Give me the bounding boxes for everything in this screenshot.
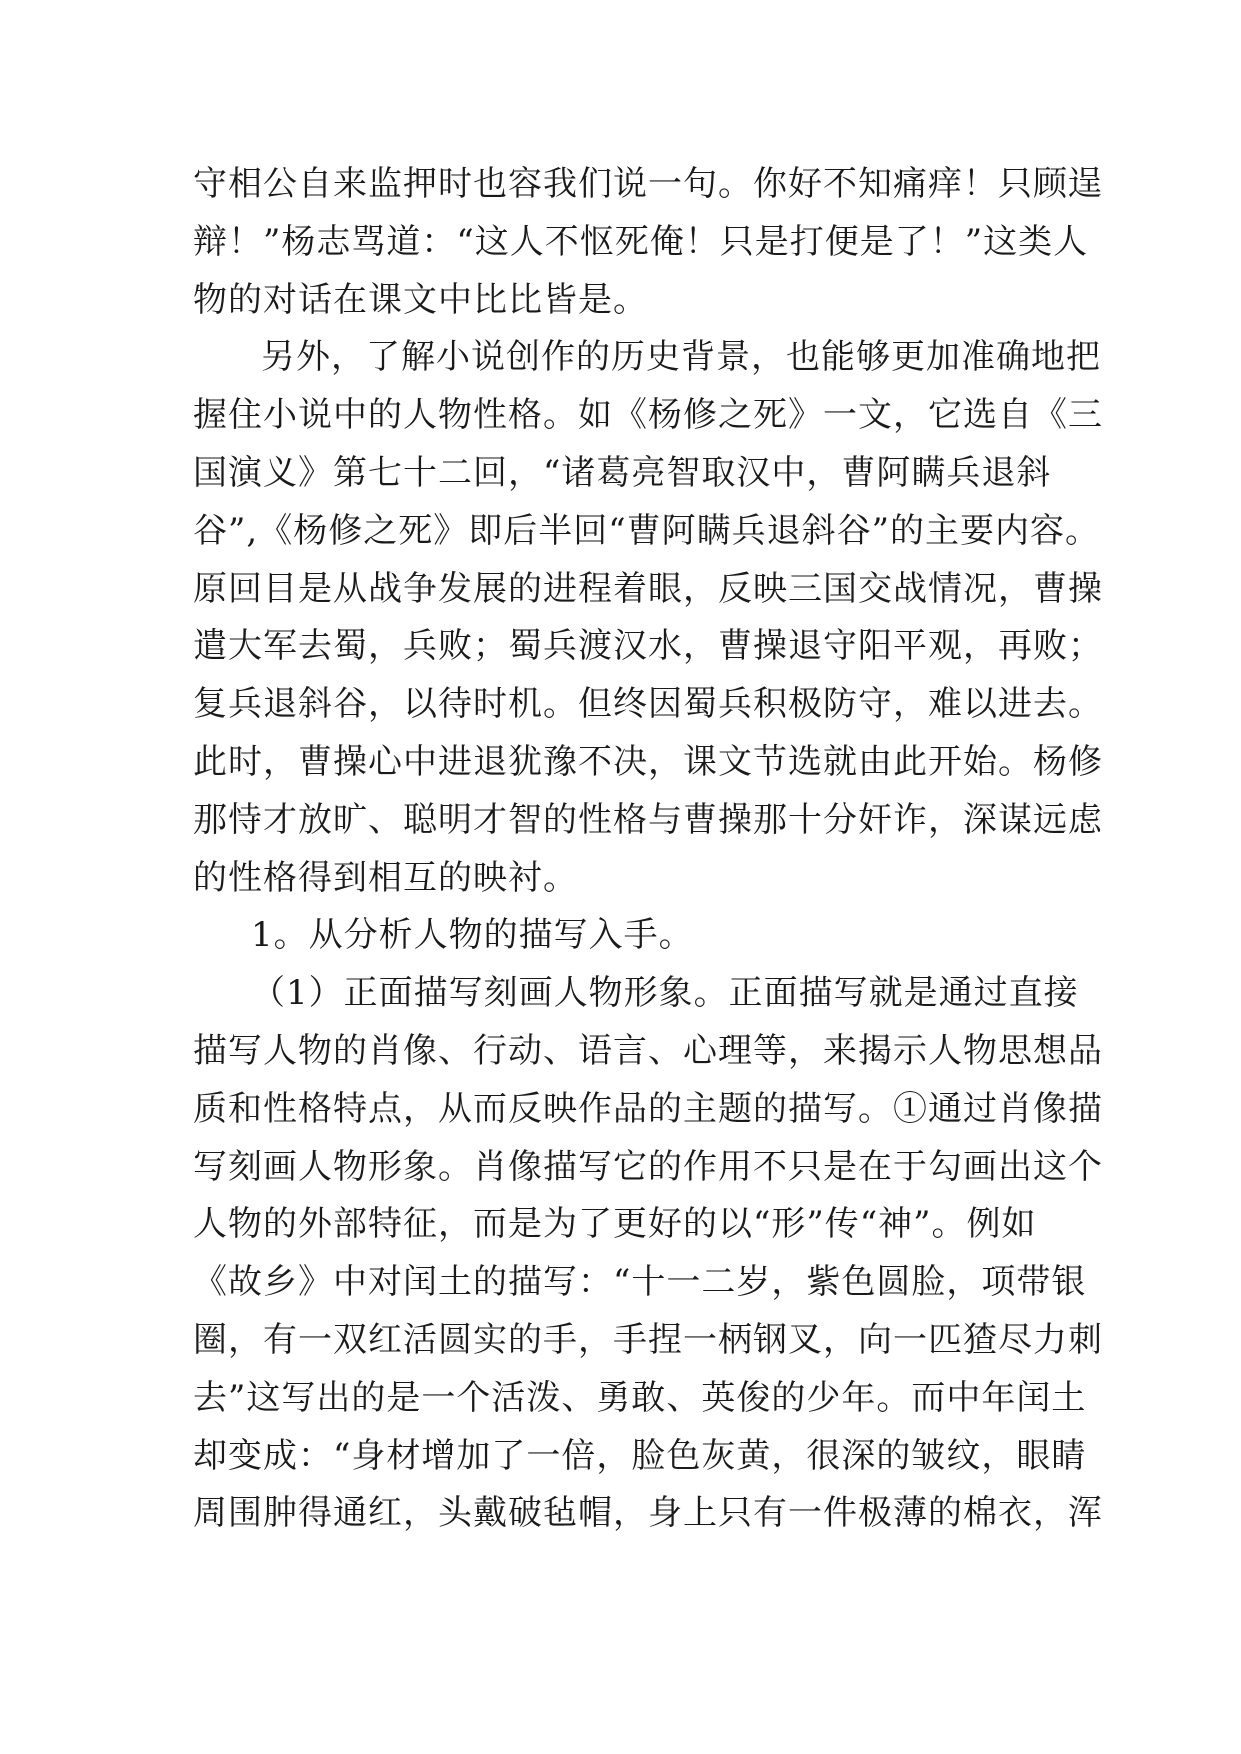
text-line: 的性格得到相互的映衬。 <box>193 857 578 898</box>
text-line: 国演义》第七十二回，“诸葛亮智取汉中，曹阿瞒兵退斜 <box>193 452 1052 493</box>
body-text <box>193 156 1103 1543</box>
text-line: 遣大军去蜀，兵败；蜀兵渡汉水，曹操退守阳平观，再败； <box>193 626 1103 667</box>
subsection-start-line: （1）正面描写刻画人物形象。正面描写就是通过直接 <box>251 973 1079 1014</box>
text-line: 质和性格特点，从而反映作品的主题的描写。①通过肖像描 <box>193 1088 1103 1129</box>
text-line: 写刻画人物形象。肖像描写它的作用不只是在于勾画出这个 <box>193 1146 1103 1187</box>
text-line: 《故乡》中对闰土的描写：“十一二岁，紫色圆脸，项带银 <box>193 1262 1087 1303</box>
text-line: 握住小说中的人物性格。如《杨修之死》一文，它选自《三 <box>193 395 1103 436</box>
text-line: 复兵退斜谷，以待时机。但终因蜀兵积极防守，难以进去。 <box>193 684 1103 725</box>
text-line: 却变成：“身材增加了一倍，脸色灰黄，很深的皱纹，眼睛 <box>193 1435 1087 1476</box>
section-heading: 1。从分析人物的描写入手。 <box>251 915 694 956</box>
text-line: 圈，有一双红活圆实的手，手捏一柄钢叉，向一匹猹尽力刺 <box>193 1319 1103 1360</box>
paragraph-start-line: 另外，了解小说创作的历史背景，也能够更加准确地把 <box>261 337 1101 378</box>
text-line: 守相公自来监押时也容我们说一句。你好不知痛痒！只顾逞 <box>193 164 1103 204</box>
text-line: 那恃才放旷、聪明才智的性格与曹操那十分奸诈，深谋远虑 <box>193 799 1103 840</box>
text-line: 描写人物的肖像、行动、语言、心理等，来揭示人物思想品 <box>193 1030 1103 1071</box>
text-line: 周围肿得通红，头戴破毡帽，身上只有一件极薄的棉衣，浑 <box>193 1493 1103 1534</box>
text-line: 此时，曹操心中进退犹豫不决，课文节选就由此开始。杨修 <box>193 741 1103 782</box>
text-line: 谷”,《杨修之死》即后半回“曹阿瞒兵退斜谷”的主要内容。 <box>193 510 1100 551</box>
text-line: 原回目是从战争发展的进程着眼，反映三国交战情况，曹操 <box>193 568 1103 609</box>
text-line: 辩！”杨志骂道：“这人不怄死俺！只是打便是了！”这类人 <box>193 221 1089 262</box>
text-line: 去”这写出的是一个活泼、勇敢、英俊的少年。而中年闰土 <box>193 1377 1087 1418</box>
text-line: 人物的外部特征，而是为了更好的以“形”传“神”。例如 <box>193 1204 1037 1245</box>
text-line: 物的对话在课文中比比皆是。 <box>193 279 648 320</box>
